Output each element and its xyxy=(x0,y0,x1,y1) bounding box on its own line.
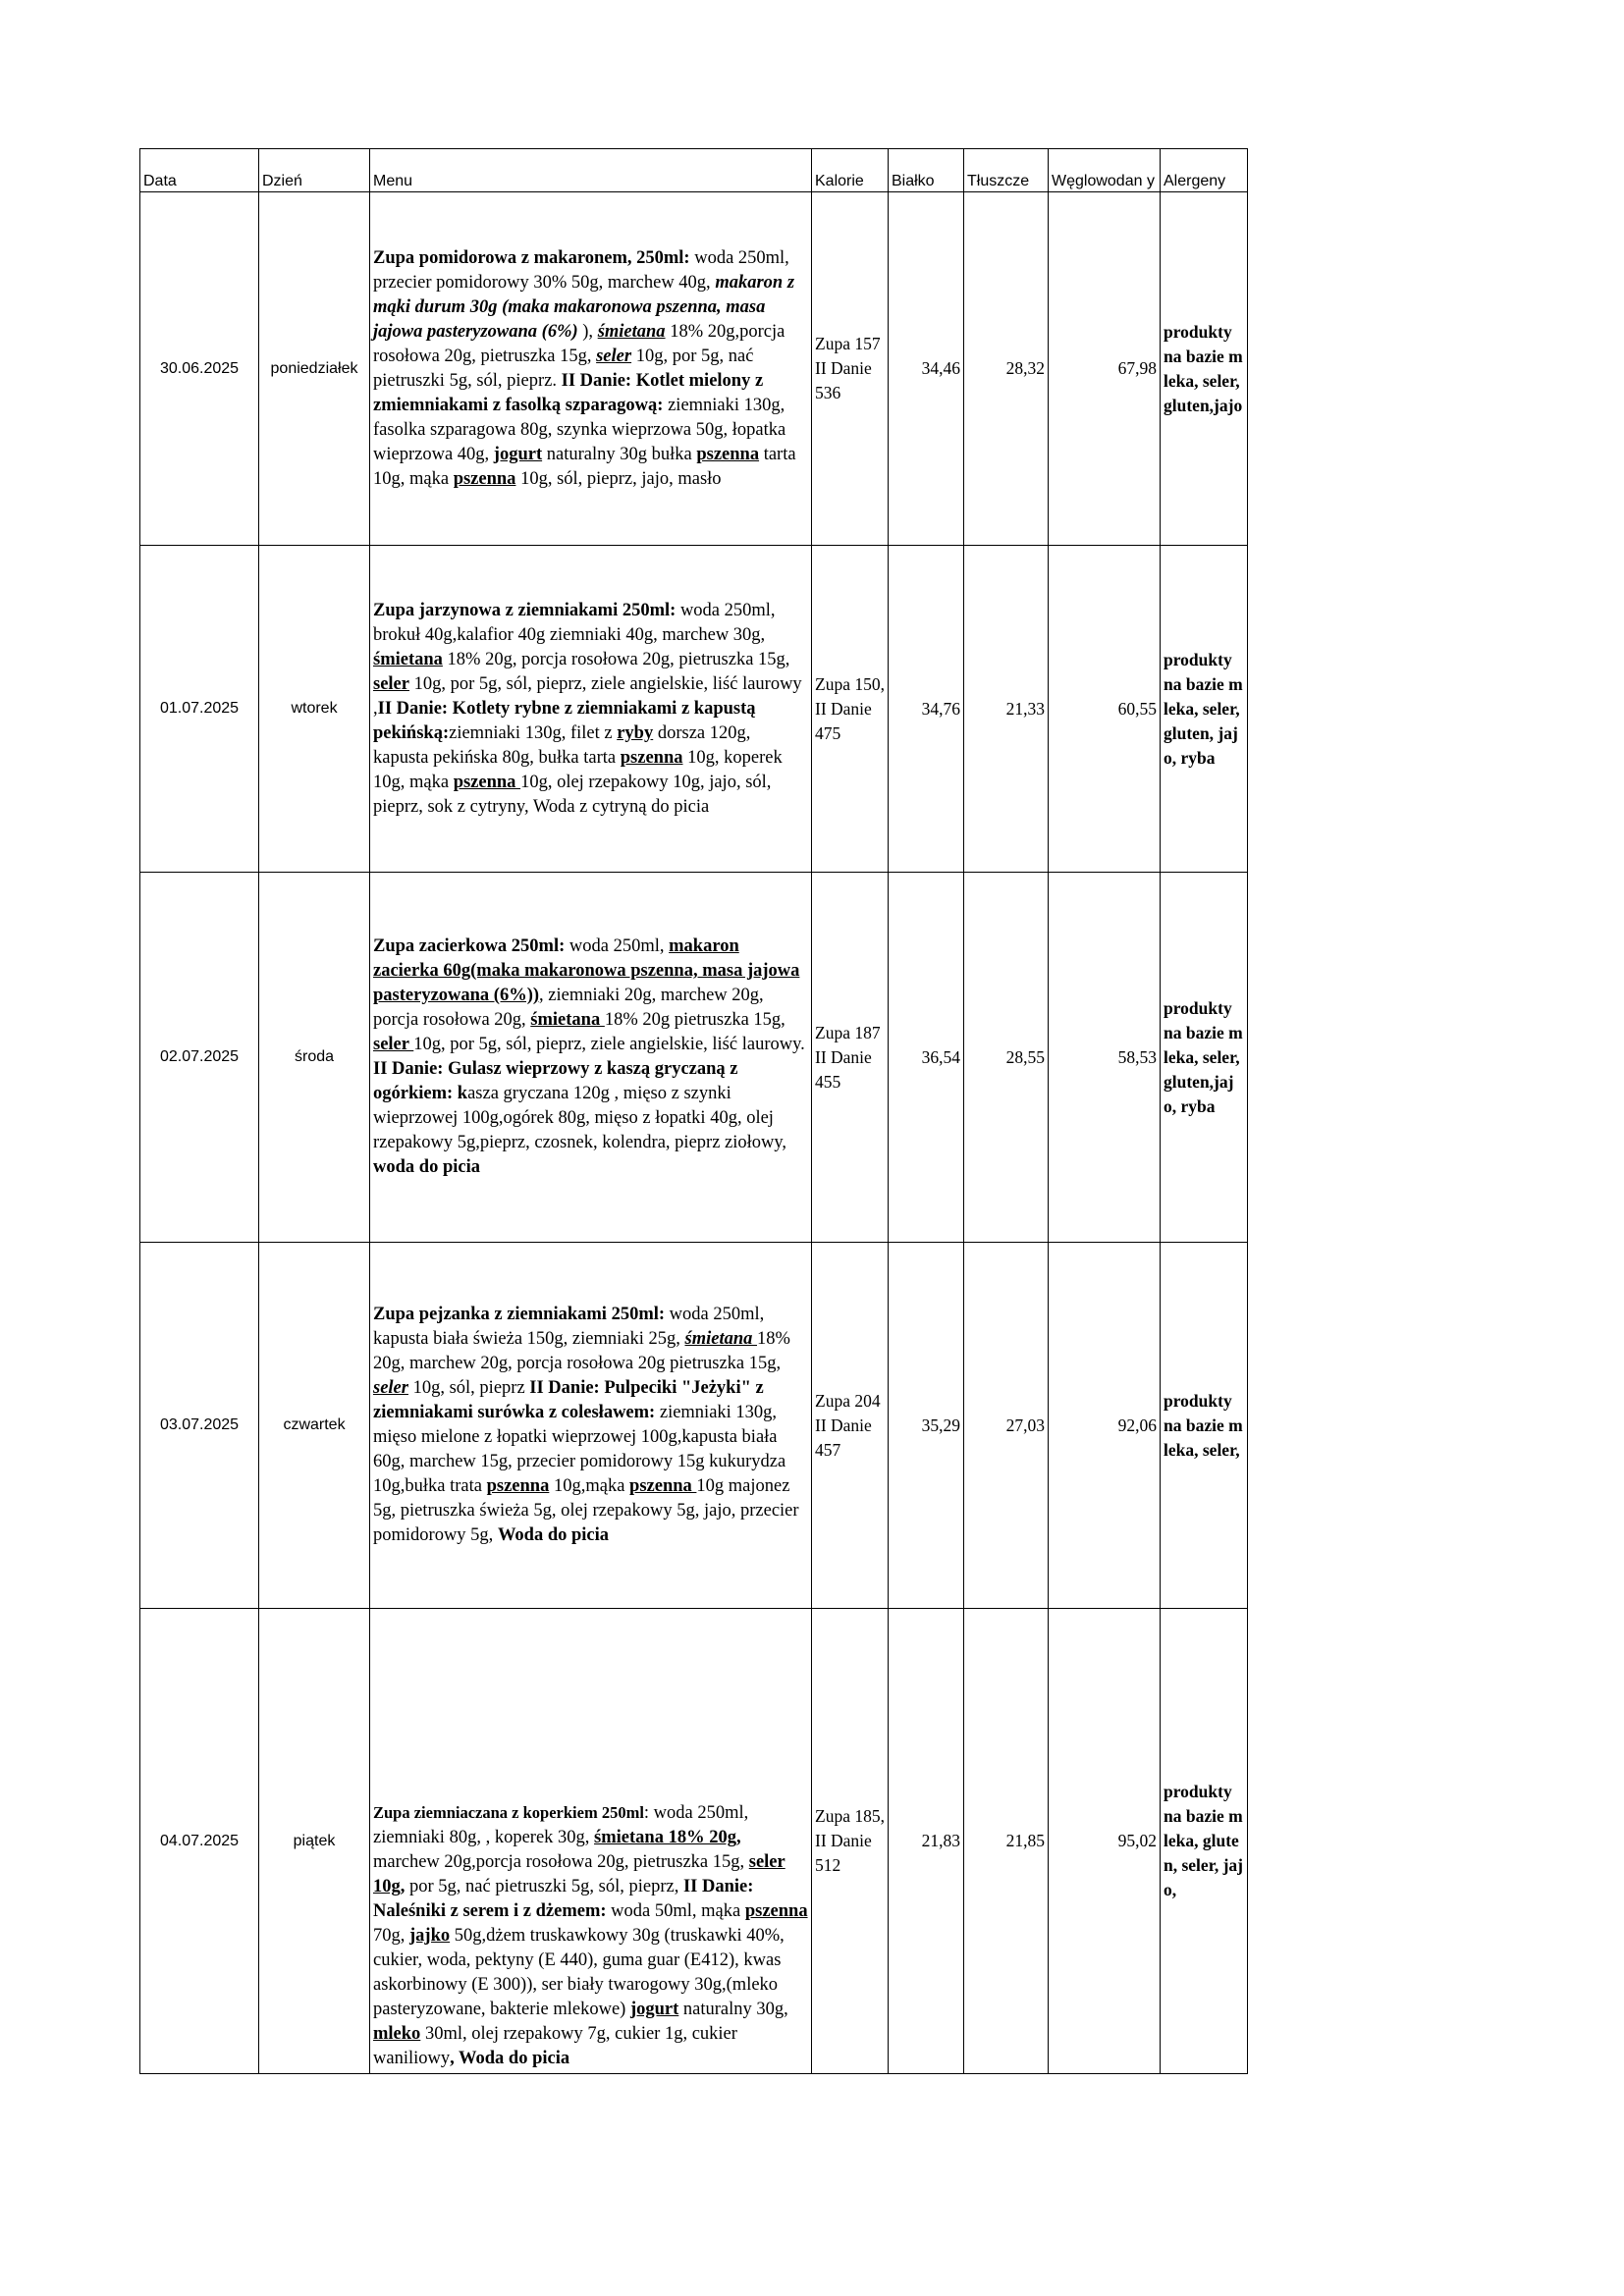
menu-text: 10g,mąka xyxy=(549,1476,630,1496)
header-row xyxy=(140,149,1248,192)
allergen-text: pszenna xyxy=(453,772,521,792)
allergens-cell: produkty na bazie mleka, seler, xyxy=(1161,1243,1248,1609)
allergen-text: pszenna xyxy=(629,1476,697,1496)
main-dish-title: II Danie: Naleśniki z serem i z dżemem: xyxy=(373,1877,754,1921)
protein-cell: 35,29 xyxy=(889,1243,964,1609)
fat-cell: 28,55 xyxy=(964,873,1049,1243)
menu-cell xyxy=(370,1609,812,2074)
menu-cell xyxy=(370,546,812,873)
protein-cell: 36,54 xyxy=(889,873,964,1243)
header-dzien: Dzień xyxy=(259,149,370,192)
header-weglowodany: Węglowodan y xyxy=(1049,149,1161,192)
menu-text: 10g, por 5g, sól, pieprz, ziele angielskie, liść laurowy , xyxy=(373,673,802,719)
drink-text: woda do picia xyxy=(373,1157,480,1177)
date-cell: 03.07.2025 xyxy=(140,1243,259,1609)
soup-title: Zupa ziemniaczana z koperkiem 250ml xyxy=(373,1803,644,1822)
soup-title: Zupa pomidorowa z makaronem, 250ml: xyxy=(373,247,690,268)
date-cell: 30.06.2025 xyxy=(140,192,259,546)
calories-cell: Zupa 185, II Danie 512 xyxy=(812,1609,889,2074)
header-data: Data xyxy=(140,149,259,192)
carbs-cell: 95,02 xyxy=(1049,1609,1161,2074)
date-cell: 04.07.2025 xyxy=(140,1609,259,2074)
menu-text: 10g majonez 5g, pietruszka świeża 5g, olej rzepakowy 5g, jajo, przecier pomidorowy 5g, xyxy=(373,1476,799,1545)
allergen-text: makaron z mąki durum 30g (maka makaronowa pszenna, masa jajowa pasteryzowana (6%) xyxy=(373,272,795,342)
menu-text: 30ml, olej rzepakowy 7g, cukier 1g, cukier waniliowy xyxy=(373,2024,737,2068)
menu-text: woda 50ml, mąka xyxy=(606,1901,745,1921)
carbs-cell: 92,06 xyxy=(1049,1243,1161,1609)
calories-cell: Zupa 157 II Danie 536 xyxy=(812,192,889,546)
calories-cell: Zupa 204 II Danie 457 xyxy=(812,1243,889,1609)
allergen-text: śmietana xyxy=(530,1010,605,1030)
allergen-text: pszenna xyxy=(620,747,683,768)
allergen-text: seler xyxy=(596,346,632,366)
menu-text: 70g, xyxy=(373,1926,409,1946)
menu-text: ziemniaki 130g, fasolka szparagowa 80g, szynka wieprzowa 50g, łopatka wieprzowa 40g, xyxy=(373,395,786,464)
allergen-text: pszenna xyxy=(696,444,760,464)
table-row xyxy=(140,1243,1248,1609)
menu-text: naturalny 30g, xyxy=(678,2000,788,2019)
soup-title: Zupa zacierkowa 250ml: xyxy=(373,936,566,956)
menu-cell xyxy=(370,873,812,1243)
allergens-cell: produkty na bazie mleka, seler, gluten,jajo, ryba xyxy=(1161,873,1248,1243)
protein-cell: 21,83 xyxy=(889,1609,964,2074)
header-alergeny: Alergeny xyxy=(1161,149,1248,192)
allergens-cell: produkty na bazie mleka, gluten, seler, jajo, xyxy=(1161,1609,1248,2074)
menu-text: ziemniaki 130g, filet z xyxy=(449,722,618,743)
day-cell: czwartek xyxy=(259,1243,370,1609)
menu-text: 50g,dżem truskawkowy 30g (truskawki 40%, cukier, woda, pektyny (E 440), guma guar (E412), kwas askorbinowy (E 300)), ser biały twarogowy 30g,(mleko pasteryzowane, bakterie mlekowe) xyxy=(373,1926,785,2019)
calories-cell: Zupa 187 II Danie 455 xyxy=(812,873,889,1243)
menu-text: 18% 20g, porcja rosołowa 20g, pietruszka 15g, xyxy=(442,649,790,669)
allergen-text: pszenna xyxy=(453,468,516,489)
menu-text: 10g, sól, pieprz, jajo, masło xyxy=(515,468,722,489)
carbs-cell: 60,55 xyxy=(1049,546,1161,873)
menu-text: 10g, sól, pieprz xyxy=(407,1378,530,1398)
menu-text: tarta 10g, mąka xyxy=(373,444,796,489)
date-cell: 01.07.2025 xyxy=(140,546,259,873)
allergen-text: seler xyxy=(373,673,409,694)
allergen-text: mleko xyxy=(373,2024,421,2044)
carbs-cell: 67,98 xyxy=(1049,192,1161,546)
menu-cell xyxy=(370,192,812,546)
protein-cell: 34,76 xyxy=(889,546,964,873)
drink-text: Woda do picia xyxy=(497,1525,610,1545)
menu-text: 18% 20g, marchew 20g, porcja rosołowa 20g pietruszka 15g, xyxy=(373,1329,790,1373)
header-kalorie: Kalorie xyxy=(812,149,889,192)
allergen-text: seler xyxy=(373,1035,414,1054)
menu-text: : woda 250ml, ziemniaki 80g, , koperek 30g, xyxy=(373,1803,749,1847)
menu-text: asza gryczana 120g , mięso z szynki wieprzowej 100g,ogórek 80g, mięso z łopatki 40g, olej rzepakowy 5g,pieprz, czosnek, kolendra, pieprz ziołowy, xyxy=(373,1084,787,1152)
menu-text: woda 250ml, kapusta biała świeża 150g, ziemniaki 25g, xyxy=(373,1305,765,1349)
menu-text: marchew 20g,porcja rosołowa 20g, pietruszka 15g, xyxy=(373,1852,749,1872)
table-row xyxy=(140,192,1248,546)
main-dish-title: II Danie: Pulpeciki "Jeżyki" z ziemniakami surówka z colesławem: xyxy=(373,1378,764,1422)
allergen-text: ryby xyxy=(617,722,654,743)
menu-text: 10g, por 5g, sól, pieprz, ziele angielskie, liść laurowy. xyxy=(413,1035,805,1054)
table-row xyxy=(140,546,1248,873)
allergen-text: seler 10g, xyxy=(373,1852,785,1896)
main-dish-title: II Danie: Gulasz wieprzowy z kaszą gryczaną z ogórkiem: k xyxy=(373,1059,738,1103)
table-row xyxy=(140,873,1248,1243)
calories-cell: Zupa 150, II Danie 475 xyxy=(812,546,889,873)
allergen-text: seler xyxy=(373,1378,408,1398)
allergen-text: jogurt xyxy=(493,444,543,464)
menu-text: 10g, olej rzepakowy 10g, jajo, sól, pieprz, sok z cytryny, Woda z cytryną do picia xyxy=(373,772,772,817)
menu-text: por 5g, nać pietruszki 5g, sól, pieprz, xyxy=(405,1877,683,1896)
main-dish-title: II Danie: Kotlet mielony z zmiemniakami z fasolką szparagową: xyxy=(373,370,764,415)
allergen-text: pszenna xyxy=(744,1901,808,1921)
header-tluszcze: Tłuszcze xyxy=(964,149,1049,192)
menu-text: woda 250ml, xyxy=(565,936,670,956)
day-cell: piątek xyxy=(259,1609,370,2074)
day-cell: wtorek xyxy=(259,546,370,873)
day-cell: środa xyxy=(259,873,370,1243)
allergen-text: śmietana xyxy=(373,649,443,669)
menu-text: 18% 20g,porcja rosołowa 20g, pietruszka 15g, xyxy=(373,321,785,366)
menu-text: woda 250ml, przecier pomidorowy 30% 50g, marchew 40g, xyxy=(373,247,789,293)
fat-cell: 27,03 xyxy=(964,1243,1049,1609)
header-menu: Menu xyxy=(370,149,812,192)
menu-text: ), xyxy=(577,321,598,342)
allergens-cell: produkty na bazie mleka, seler, gluten,jajo xyxy=(1161,192,1248,546)
soup-title: Zupa jarzynowa z ziemniakami 250ml: xyxy=(373,600,677,620)
menu-text: , ziemniaki 20g, marchew 20g, porcja rosołowa 20g, xyxy=(373,986,764,1030)
date-cell: 02.07.2025 xyxy=(140,873,259,1243)
fat-cell: 28,32 xyxy=(964,192,1049,546)
allergen-text: jajko xyxy=(409,1926,451,1946)
allergen-text: śmietana 18% 20g, xyxy=(594,1828,741,1847)
carbs-cell: 58,53 xyxy=(1049,873,1161,1243)
table-row xyxy=(140,1609,1248,2074)
allergen-text: pszenna xyxy=(486,1476,550,1496)
menu-table xyxy=(139,148,1248,2074)
allergen-text: jogurt xyxy=(629,2000,679,2019)
drink-text: , Woda do picia xyxy=(450,2049,570,2068)
main-dish-title: II Danie: Kotlety rybne z ziemniakami z kapustą pekińską: xyxy=(373,698,756,743)
menu-text: 10g, por 5g, nać pietruszki 5g, sól, pieprz. xyxy=(373,346,754,391)
allergens-cell: produkty na bazie mleka, seler, gluten, jajo, ryba xyxy=(1161,546,1248,873)
fat-cell: 21,85 xyxy=(964,1609,1049,2074)
allergen-text: śmietana xyxy=(684,1329,757,1349)
menu-text: 18% 20g pietruszka 15g, xyxy=(604,1010,785,1030)
soup-title: Zupa pejzanka z ziemniakami 250ml: xyxy=(373,1305,666,1324)
menu-text: dorsza 120g, kapusta pekińska 80g, bułka tarta xyxy=(373,722,751,768)
allergen-text: makaron zacierka 60g(maka makaronowa pszenna, masa jajowa pasteryzowana (6%)) xyxy=(373,936,800,1005)
menu-text: woda 250ml, brokuł 40g,kalafior 40g ziemniaki 40g, marchew 30g, xyxy=(373,600,776,645)
menu-text: ziemniaki 130g, mięso mielone z łopatki wieprzowej 100g,kapusta biała 60g, marchew 15g, przecier pomidorowy 15g kukurydza 10g,bułka trata xyxy=(373,1403,786,1496)
header-bialko: Białko xyxy=(889,149,964,192)
protein-cell: 34,46 xyxy=(889,192,964,546)
fat-cell: 21,33 xyxy=(964,546,1049,873)
allergen-text: śmietana xyxy=(597,321,666,342)
menu-cell xyxy=(370,1243,812,1609)
menu-text: 10g, koperek 10g, mąka xyxy=(373,747,783,792)
day-cell: poniedziałek xyxy=(259,192,370,546)
menu-text: naturalny 30g bułka xyxy=(542,444,697,464)
